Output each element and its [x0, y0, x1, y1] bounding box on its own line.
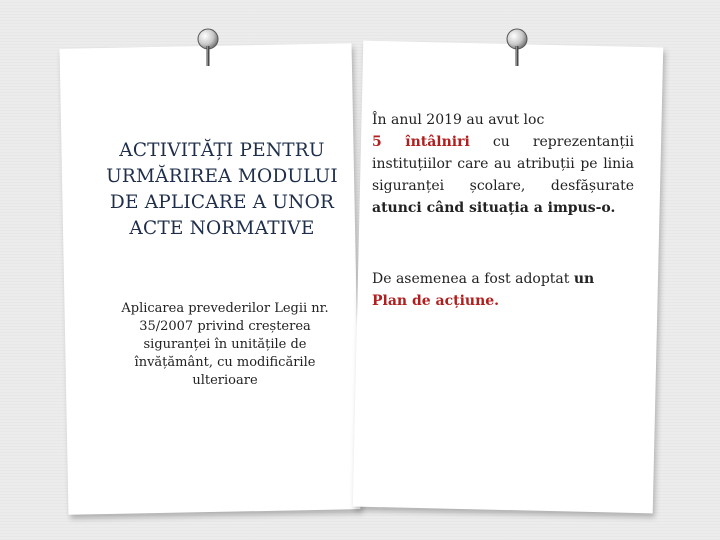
slide-subtitle: Aplicarea prevederilor Legii nr. 35/2007 privind creșterea siguranței în unitățile de învățământ, cu modificările ulterioare — [121, 301, 329, 388]
action-plan-highlight: Plan de acțiune. — [372, 293, 500, 309]
slide-title: ACTIVITĂȚI PENTRU URMĂRIREA MODULUI DE APLICARE A UNOR ACTE NORMATIVE — [106, 140, 338, 239]
action-plan-article-text: un — [573, 271, 595, 287]
pushpin-icon — [506, 28, 528, 68]
meetings-paragraph — [372, 109, 634, 219]
action-plan-paragraph — [372, 268, 634, 312]
meetings-detail-text: cu reprezentanții instituțiilor care au atribuții pe linia siguranței școlare, desfășurate — [372, 134, 634, 194]
left-note-card — [60, 43, 361, 515]
meetings-count-highlight: 5 întâlniri — [372, 134, 470, 150]
meetings-condition-text: atunci când situația a impus-o. — [372, 200, 616, 216]
meetings-intro-text: În anul 2019 au avut loc — [372, 112, 545, 128]
action-plan-intro-text: De asemenea a fost adoptat — [372, 271, 574, 287]
pushpin-icon — [197, 28, 219, 68]
